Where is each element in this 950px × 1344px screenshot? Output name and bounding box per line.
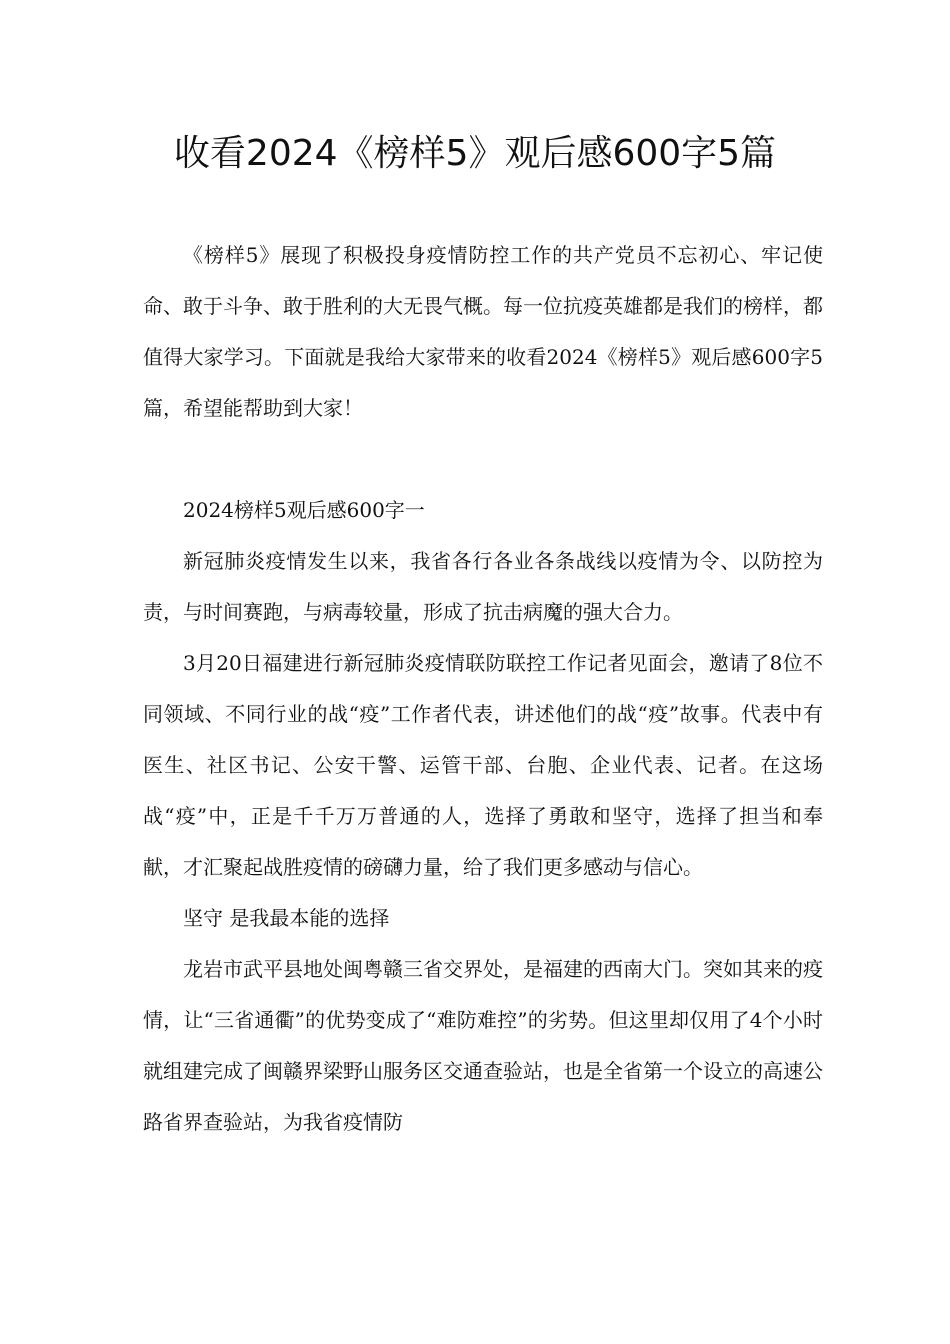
document-title: 收看2024《榜样5》观后感600字5篇 [173,133,777,174]
subheading: 坚守 是我最本能的选择 [183,906,390,930]
section-heading: 2024榜样5观后感600字一 [183,498,425,522]
body-paragraph-1: 新冠肺炎疫情发生以来，我省各行各业各条战线以疫情为令、以防控为责，与时间赛跑，与病毒较量，形成了抗击病魔的强大合力。 [143,549,823,624]
document-body [143,230,823,1148]
paragraph-gap [143,434,823,485]
body-paragraph-3: 龙岩市武平县地处闽粤赣三省交界处，是福建的西南大门。突如其来的疫情，让“三省通衢”的优势变成了“难防难控”的劣势。但这里却仅用了4个小时就组建完成了闽赣界梁野山服务区交通查验站，也是全省第一个设立的高速公路省界查验站，为我省疫情防 [143,957,823,1134]
intro-paragraph: 《榜样5》展现了积极投身疫情防控工作的共产党员不忘初心、牢记使命、敢于斗争、敢于胜利的大无畏气概。每一位抗疫英雄都是我们的榜样，都值得大家学习。下面就是我给大家带来的收看2024《榜样5》观后感600字5篇，希望能帮助到大家！ [143,243,823,420]
body-paragraph-2: 3月20日福建进行新冠肺炎疫情联防联控工作记者见面会，邀请了8位不同领域、不同行业的战“疫”工作者代表，讲述他们的战“疫”故事。代表中有医生、社区书记、公安干警、运管干部、台胞、企业代表、记者。在这场战“疫”中，正是千千万万普通的人，选择了勇敢和坚守，选择了担当和奉献，才汇聚起战胜疫情的磅礴力量，给了我们更多感动与信心。 [143,651,823,879]
